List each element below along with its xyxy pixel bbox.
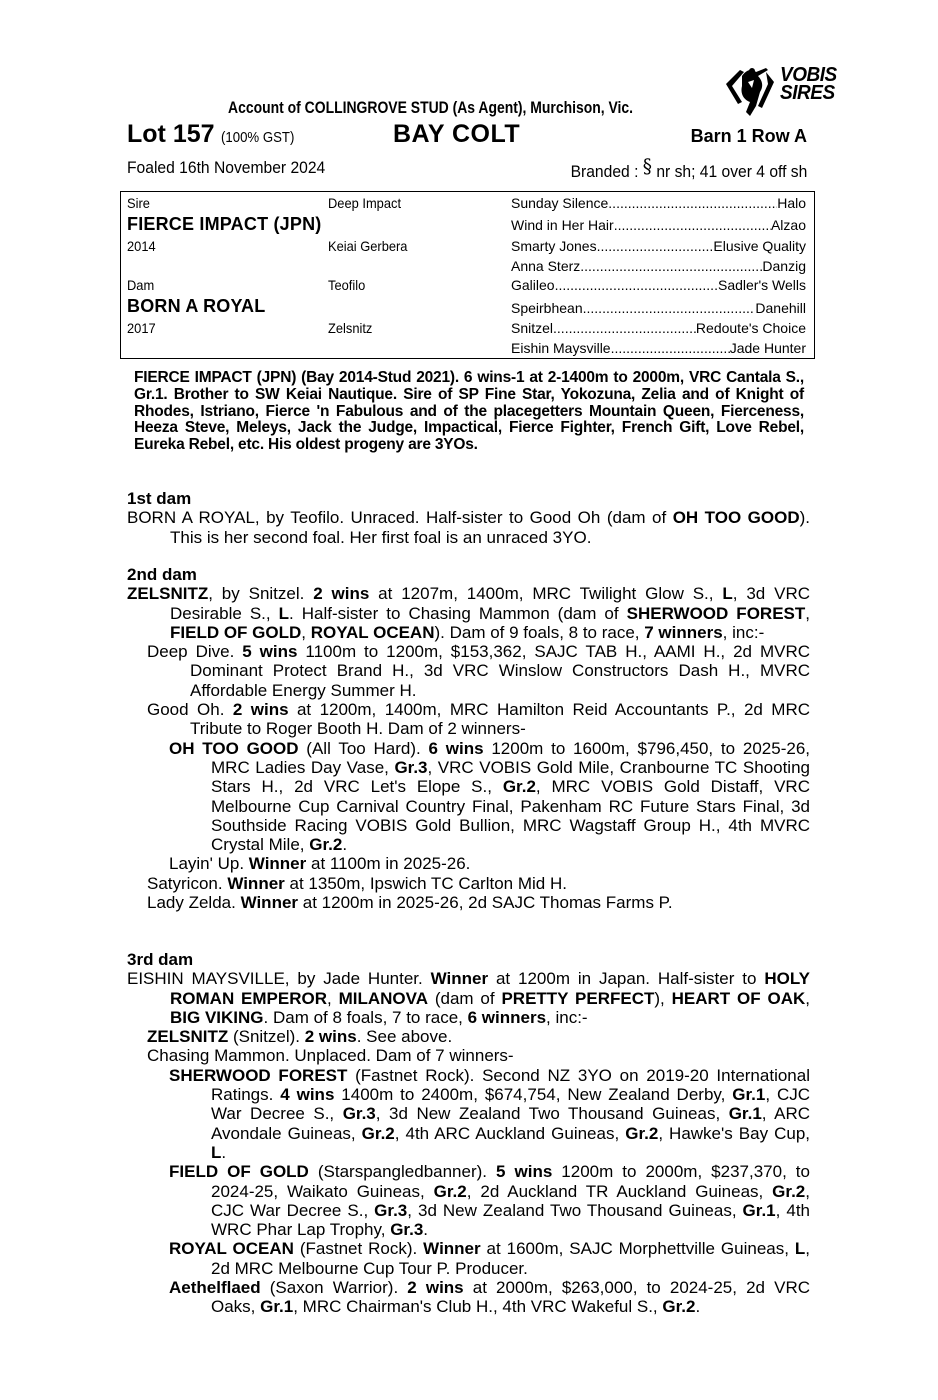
text-run: at 1200m, 1400m, MRC Hamilton Reid Accountants P., 2d MRC Tribute to Roger Booth H. Dam of 2 winners- bbox=[190, 700, 810, 739]
bold-run: Gr.2 bbox=[772, 1181, 806, 1201]
sire-label: Sire bbox=[127, 195, 150, 211]
bold-run: SHERWOOD FOREST bbox=[169, 1065, 348, 1085]
text-run: , Hawke's Bay Cup, bbox=[658, 1123, 811, 1143]
progeny-entry bbox=[127, 874, 810, 893]
sire-notes: FIERCE IMPACT (JPN) (Bay 2014-Stud 2021). 6 wins-1 at 2-1400m to 2000m, VRC Cantala S., Gr.1. Brother to SW Keiai Nautique. Sire of SP Fine Star, Yokozuna, Zelia and of Knight of Rhodes, Istriano, Fierce 'n Fabulous and of the placegetters Mountain Queen, Fierceness, Heeza Steve, Meleys, Jack the Judge, Impactical, Fierce Fighter, French Gift, Love Rebel, Eureka Rebel, etc. His oldest progeny are 3YOs. bbox=[134, 369, 804, 454]
gp-sire: Jade Hunter bbox=[729, 340, 806, 356]
leader-dots bbox=[597, 238, 714, 254]
text-run: , inc:- bbox=[546, 1007, 588, 1027]
text-run: at 1600m, SAJC Morphettville Guineas, bbox=[480, 1239, 795, 1259]
bold-run: L bbox=[794, 1239, 806, 1259]
bold-run: Winner bbox=[430, 969, 489, 989]
first-dam-section bbox=[127, 489, 810, 547]
bold-run: Winner bbox=[227, 873, 285, 893]
leader-dots bbox=[583, 300, 756, 316]
text-run: , 3d VRC Desirable S., bbox=[170, 584, 811, 623]
progeny-entry bbox=[127, 893, 810, 912]
gp-name: Snitzel bbox=[511, 320, 554, 336]
progeny-entry bbox=[127, 1162, 810, 1239]
text-run: 1200m to 2000m, $237,370, to 2024-25, Waikato Guineas, bbox=[211, 1162, 810, 1201]
gp-sire: Sadler's Wells bbox=[718, 277, 806, 293]
text-run: , CJC War Decree S., bbox=[211, 1181, 810, 1220]
logo-line-1: VOBIS bbox=[780, 64, 837, 86]
bold-run: FIELD OF GOLD bbox=[169, 1162, 309, 1182]
leader-dots bbox=[555, 277, 718, 293]
dam-year: 2017 bbox=[127, 320, 156, 336]
text-run: . See above. bbox=[356, 1027, 453, 1047]
leader-dots bbox=[608, 195, 777, 211]
text-run: , bbox=[805, 603, 810, 623]
bold-run: Gr.2 bbox=[662, 1297, 696, 1317]
gp-sire: Halo bbox=[777, 195, 806, 211]
bold-run: Gr.3 bbox=[342, 1104, 376, 1124]
text-run: 1400m to 2400m, $674,754, New Zealand Derby, bbox=[334, 1085, 733, 1105]
text-run: (Saxon Warrior). bbox=[260, 1278, 408, 1298]
text-run: , by Snitzel. bbox=[208, 584, 314, 604]
text-run: , bbox=[327, 988, 339, 1008]
gp-sire: Danehill bbox=[755, 300, 806, 316]
progeny-entry bbox=[127, 1027, 810, 1046]
brand-label: Branded : bbox=[570, 162, 639, 181]
grandparent-row bbox=[511, 340, 806, 356]
text-run: , bbox=[301, 622, 311, 642]
grandparent-row bbox=[511, 195, 806, 211]
barn-location: Barn 1 Row A bbox=[690, 126, 807, 146]
bold-run: ROYAL OCEAN bbox=[310, 622, 435, 642]
text-run: Layin' Up. bbox=[169, 854, 249, 874]
text-run: , 4th ARC Auckland Guineas, bbox=[394, 1123, 626, 1143]
progeny-entry bbox=[127, 854, 810, 873]
gp-name: Sunday Silence bbox=[511, 195, 609, 211]
text-run: (All Too Hard). bbox=[298, 738, 429, 758]
text-run: Satyricon. bbox=[147, 873, 228, 893]
third-dam-progeny bbox=[127, 1027, 810, 1316]
bold-run: PRETTY PERFECT bbox=[501, 988, 655, 1008]
progeny-entry bbox=[127, 642, 810, 700]
text-run: , 3d New Zealand Two Thousand Guineas, bbox=[407, 1200, 743, 1220]
lot-header bbox=[127, 120, 807, 152]
gp-name: Speirbhean bbox=[511, 300, 583, 316]
grandparent-row bbox=[511, 258, 806, 274]
text-run: (Fastnet Rock). bbox=[293, 1239, 424, 1259]
text-run: at 2000m, $263,000, to 2024-25, 2d VRC Oaks, bbox=[211, 1278, 810, 1317]
second-dam-section bbox=[127, 565, 810, 912]
text-run: ). This is her second foal. Her first foal is an unraced 3YO. bbox=[170, 508, 810, 547]
text-run: , 2d MRC Melbourne Cup Tour P. Producer. bbox=[211, 1239, 811, 1278]
dam-dam: Zelsnitz bbox=[328, 320, 373, 336]
sire-name: FIERCE IMPACT (JPN) bbox=[127, 214, 322, 234]
bold-run: 5 wins bbox=[496, 1162, 553, 1182]
text-run: . Dam of 8 foals, 7 to race, bbox=[263, 1007, 468, 1027]
progeny-entry bbox=[127, 1239, 810, 1278]
bold-run: 5 wins bbox=[242, 642, 298, 662]
gp-name: Anna Sterz bbox=[511, 258, 581, 274]
lot-description: BAY COLT bbox=[393, 120, 521, 148]
bold-run: SHERWOOD FOREST bbox=[626, 603, 806, 623]
progeny-entry bbox=[127, 1046, 810, 1065]
gst-note: (100% GST) bbox=[221, 129, 295, 146]
third-dam-section bbox=[127, 950, 810, 1317]
leader-dots bbox=[611, 340, 730, 356]
section-heading: 1st dam bbox=[127, 489, 192, 508]
text-run: at 1100m in 2025-26. bbox=[306, 854, 471, 874]
sire-year: 2014 bbox=[127, 238, 156, 254]
bold-run: Gr.1 bbox=[732, 1085, 766, 1105]
second-dam-text bbox=[127, 584, 810, 642]
dam-sire: Teofilo bbox=[328, 277, 366, 293]
text-run: at 1207m, 1400m, MRC Twilight Glow S., bbox=[369, 584, 723, 604]
bold-run: L bbox=[722, 584, 733, 604]
text-run: (Snitzel). bbox=[228, 1027, 305, 1047]
gp-name: Galileo bbox=[511, 277, 555, 293]
text-run: at 1200m in Japan. Half-sister to bbox=[488, 969, 765, 989]
bold-run: 2 wins bbox=[232, 700, 289, 720]
logo-wordmark bbox=[780, 66, 837, 102]
bold-run: L bbox=[211, 1142, 222, 1162]
gp-sire: Elusive Quality bbox=[713, 238, 806, 254]
text-run: , 2d Auckland TR Auckland Guineas, bbox=[466, 1181, 773, 1201]
text-run: , bbox=[805, 988, 810, 1008]
bold-run: Gr.3 bbox=[390, 1220, 424, 1240]
second-dam-progeny bbox=[127, 642, 810, 912]
bold-run: Gr.2 bbox=[625, 1123, 659, 1143]
gp-sire: Alzao bbox=[770, 217, 806, 233]
grandparent-row bbox=[511, 238, 806, 254]
bold-run: 2 wins bbox=[304, 1027, 357, 1047]
bold-run: Gr.1 bbox=[742, 1200, 776, 1220]
bold-run: Gr.3 bbox=[374, 1200, 408, 1220]
first-dam-text bbox=[127, 508, 810, 547]
bold-run: Gr.1 bbox=[728, 1104, 762, 1124]
text-run: , CJC War Decree S., bbox=[211, 1085, 811, 1124]
text-run: 1100m to 1200m, $153,362, SAJC TAB H., AAMI H., 2d MVRC Dominant Protect Brand H., 3d VRC Winslow Constructors Dash H., MVRC Affordable Energy Summer H. bbox=[190, 642, 810, 700]
text-run: , MRC Chairman's Club H., 4th VRC Wakeful S., bbox=[293, 1297, 663, 1317]
brand-info bbox=[570, 154, 807, 182]
bold-run: Winner bbox=[248, 854, 307, 874]
grandparent-row bbox=[511, 320, 806, 336]
dam-label: Dam bbox=[127, 277, 155, 293]
bold-run: Winner bbox=[240, 893, 299, 913]
text-run: ). Dam of 9 foals, 8 to race, bbox=[434, 622, 645, 642]
bold-run: 7 winners bbox=[644, 622, 723, 642]
bold-run: 6 winners bbox=[467, 1007, 547, 1027]
bold-run: ZELSNITZ bbox=[147, 1027, 229, 1047]
bold-run: 2 wins bbox=[313, 584, 370, 604]
text-run: ), bbox=[654, 988, 672, 1008]
progeny-entry bbox=[127, 739, 810, 855]
bold-run: Gr.2 bbox=[433, 1181, 467, 1201]
section-heading: 2nd dam bbox=[127, 565, 197, 584]
logo-line-2: SIRES bbox=[780, 82, 835, 104]
text-run: , MRC VOBIS Gold Distaff, VRC Melbourne Cup Carnival Country Final, Pakenham RC Future Stars Final, 3d Southside Racing VOBIS Gold Bullion, MRC Wagstaff Group H., 4th MVRC Crystal Mile, bbox=[211, 777, 810, 855]
text-run: BORN A ROYAL, by Teofilo. Unraced. Half-sister to Good Oh (dam of bbox=[127, 508, 673, 528]
progeny-entry bbox=[127, 700, 810, 739]
text-run: (dam of bbox=[428, 988, 502, 1008]
gp-sire: Danzig bbox=[762, 258, 806, 274]
bold-run: HEART OF OAK bbox=[671, 988, 806, 1008]
text-run: , 3d New Zealand Two Thousand Guineas, bbox=[375, 1104, 729, 1124]
text-run: (Starspangledbanner). bbox=[308, 1162, 497, 1182]
gp-name: Smarty Jones bbox=[511, 238, 597, 254]
gp-sire: Redoute's Choice bbox=[695, 320, 806, 336]
bold-run: 6 wins bbox=[428, 738, 484, 758]
bold-run: Aethelflaed bbox=[169, 1278, 261, 1298]
bold-run: BIG VIKING bbox=[170, 1007, 264, 1027]
text-run: , ARC Avondale Guineas, bbox=[211, 1104, 810, 1143]
bold-run: OH TOO GOOD bbox=[672, 508, 800, 528]
grandparent-row bbox=[511, 300, 806, 316]
text-run: . bbox=[221, 1142, 227, 1162]
gp-name: Eishin Maysville bbox=[511, 340, 611, 356]
bold-run: Gr.2 bbox=[361, 1123, 395, 1143]
foaled-brand-row bbox=[127, 154, 807, 182]
text-run: Lady Zelda. bbox=[147, 893, 241, 913]
progeny-entry bbox=[127, 1066, 810, 1162]
brand-mark-icon: § bbox=[642, 154, 652, 178]
bold-run: OH TOO GOOD bbox=[169, 738, 299, 758]
bold-run: L bbox=[278, 603, 290, 623]
bold-run: Gr.2 bbox=[309, 835, 343, 855]
text-run: (Fastnet Rock). Second NZ 3YO on 2019-20 International Ratings. bbox=[211, 1065, 810, 1105]
lot-label: Lot 157 bbox=[127, 120, 215, 148]
vobis-sires-logo bbox=[722, 62, 862, 118]
text-run: EISHIN MAYSVILLE, by Jade Hunter. bbox=[127, 969, 431, 989]
text-run: . Half-sister to Chasing Mammon (dam of bbox=[289, 603, 627, 623]
pedigree-table bbox=[120, 191, 815, 359]
text-run: Chasing Mammon. Unplaced. Dam of 7 winners- bbox=[147, 1046, 514, 1066]
lot-number bbox=[127, 120, 305, 149]
text-run: , 4th WRC Phar Lap Trophy, bbox=[211, 1200, 810, 1240]
bold-run: Winner bbox=[423, 1239, 481, 1259]
bold-run: Gr.3 bbox=[394, 757, 428, 777]
text-run: . bbox=[695, 1297, 701, 1317]
grandparent-row bbox=[511, 217, 806, 233]
dam-name: BORN A ROYAL bbox=[127, 296, 266, 316]
text-run: at 1350m, Ipswich TC Carlton Mid H. bbox=[284, 873, 567, 893]
text-run: at 1200m in 2025-26, 2d SAJC Thomas Farms P. bbox=[298, 893, 673, 913]
vendor-account: Account of COLLINGROVE STUD (As Agent), Murchison, Vic. bbox=[228, 98, 634, 117]
bold-run: FIELD OF GOLD bbox=[170, 622, 302, 642]
grandparent-row bbox=[511, 277, 806, 293]
text-run: . bbox=[342, 835, 348, 855]
sire-sire: Deep Impact bbox=[328, 195, 402, 211]
bold-run: ZELSNITZ bbox=[127, 584, 209, 604]
bold-run: Gr.2 bbox=[502, 777, 536, 797]
bold-run: 2 wins bbox=[407, 1278, 464, 1298]
text-run: , inc:- bbox=[722, 622, 765, 642]
text-run: Deep Dive. bbox=[147, 642, 243, 662]
leader-dots bbox=[580, 258, 762, 274]
text-run: 1200m to 1600m, $796,450, to 2025-26, MRC Ladies Day Vase, bbox=[211, 738, 811, 777]
bold-run: ROYAL OCEAN bbox=[169, 1239, 294, 1259]
bold-run: 4 wins bbox=[280, 1085, 335, 1105]
text-run: . bbox=[423, 1220, 429, 1240]
third-dam-text bbox=[127, 969, 810, 1027]
text-run: , VRC VOBIS Gold Mile, Cranbourne TC Shooting Stars H., 2d VRC Let's Elope S., bbox=[211, 757, 810, 797]
jockey-horse-icon bbox=[722, 62, 778, 118]
bold-run: Gr.1 bbox=[260, 1297, 294, 1317]
leader-dots bbox=[614, 217, 771, 233]
progeny-entry bbox=[127, 1278, 810, 1317]
text-run: Good Oh. bbox=[147, 700, 233, 720]
bold-run: HOLY ROMAN EMPEROR bbox=[170, 969, 810, 1008]
section-heading: 3rd dam bbox=[127, 950, 194, 969]
sire-dam: Keiai Gerbera bbox=[328, 238, 408, 254]
gp-name: Wind in Her Hair bbox=[511, 217, 614, 233]
brand-text: nr sh; 41 over 4 off sh bbox=[656, 162, 807, 181]
leader-dots bbox=[553, 320, 696, 336]
bold-run: MILANOVA bbox=[338, 988, 428, 1008]
foaled-date: Foaled 16th November 2024 bbox=[127, 158, 326, 177]
